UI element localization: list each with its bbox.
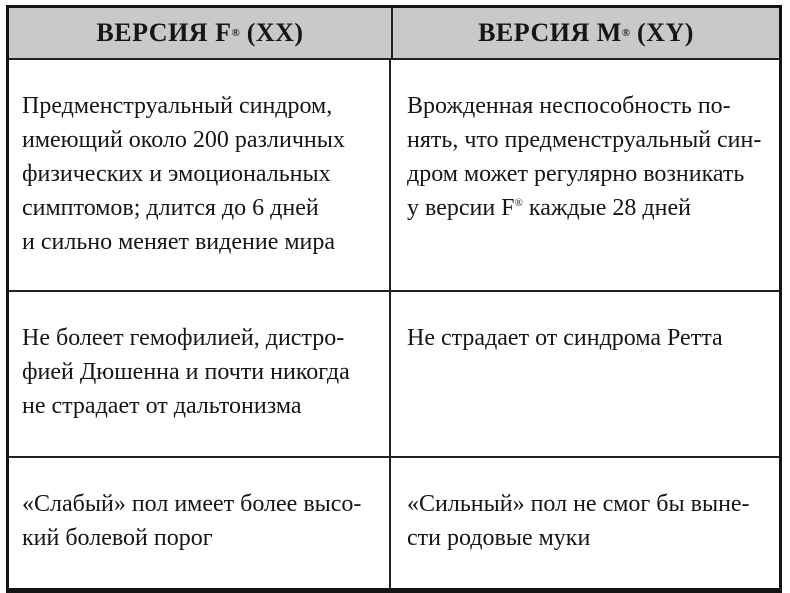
text-line: дром может регулярно возникать (407, 161, 745, 187)
text-line: Не страдает от синдрома Ретта (407, 325, 723, 351)
text-line: сти родовые муки (407, 525, 591, 551)
text-line: Врожденная неспособность по- (407, 93, 731, 119)
cell-m-pain (391, 458, 779, 588)
text-line: Не болеет гемофилией, дистро- (22, 325, 345, 351)
cell-f-pain (9, 458, 391, 588)
table-row-pms (9, 60, 779, 290)
text-line: и сильно меняет видение мира (22, 229, 336, 255)
text-line: нять, что предменструальный син- (407, 127, 762, 153)
header-f-suffix: (XX) (239, 18, 304, 47)
text-line: имеющий около 200 различных (22, 127, 345, 153)
text-line: Предменструальный синдром, (22, 93, 333, 119)
cell-m-pms (391, 60, 779, 290)
text-line: «Слабый» пол имеет более высо- (22, 491, 362, 517)
table-row-diseases (9, 290, 779, 456)
text-line: «Сильный» пол не смог бы выне- (407, 491, 750, 517)
text-segment: каждые 28 дней (522, 195, 691, 221)
text-line: физических и эмоциональных (22, 161, 331, 187)
cell-f-diseases (9, 292, 391, 456)
text-line: не страдает от дальтонизма (22, 393, 302, 419)
header-m-suffix: (XY) (630, 18, 694, 47)
text-line (407, 191, 771, 225)
header-m-text: ВЕРСИЯ M (478, 18, 622, 47)
text-line: фией Дюшенна и почти никогда (22, 359, 350, 385)
table-row-pain (9, 456, 779, 588)
header-f-text: ВЕРСИЯ F (96, 18, 232, 47)
table-header-row (9, 8, 779, 60)
header-cell-version-f: ВЕРСИЯ F ® (XX) (9, 8, 393, 58)
comparison-table (6, 5, 782, 593)
cell-m-diseases (391, 292, 779, 456)
header-cell-version-m: ВЕРСИЯ M ® (XY) (478, 18, 694, 47)
registered-trademark-icon: ® (514, 197, 523, 209)
text-line: кий болевой порог (22, 525, 213, 551)
text-segment: у версии F (407, 195, 515, 221)
text-line: симптомов; длится до 6 дней (22, 195, 319, 221)
cell-f-pms (9, 60, 391, 290)
